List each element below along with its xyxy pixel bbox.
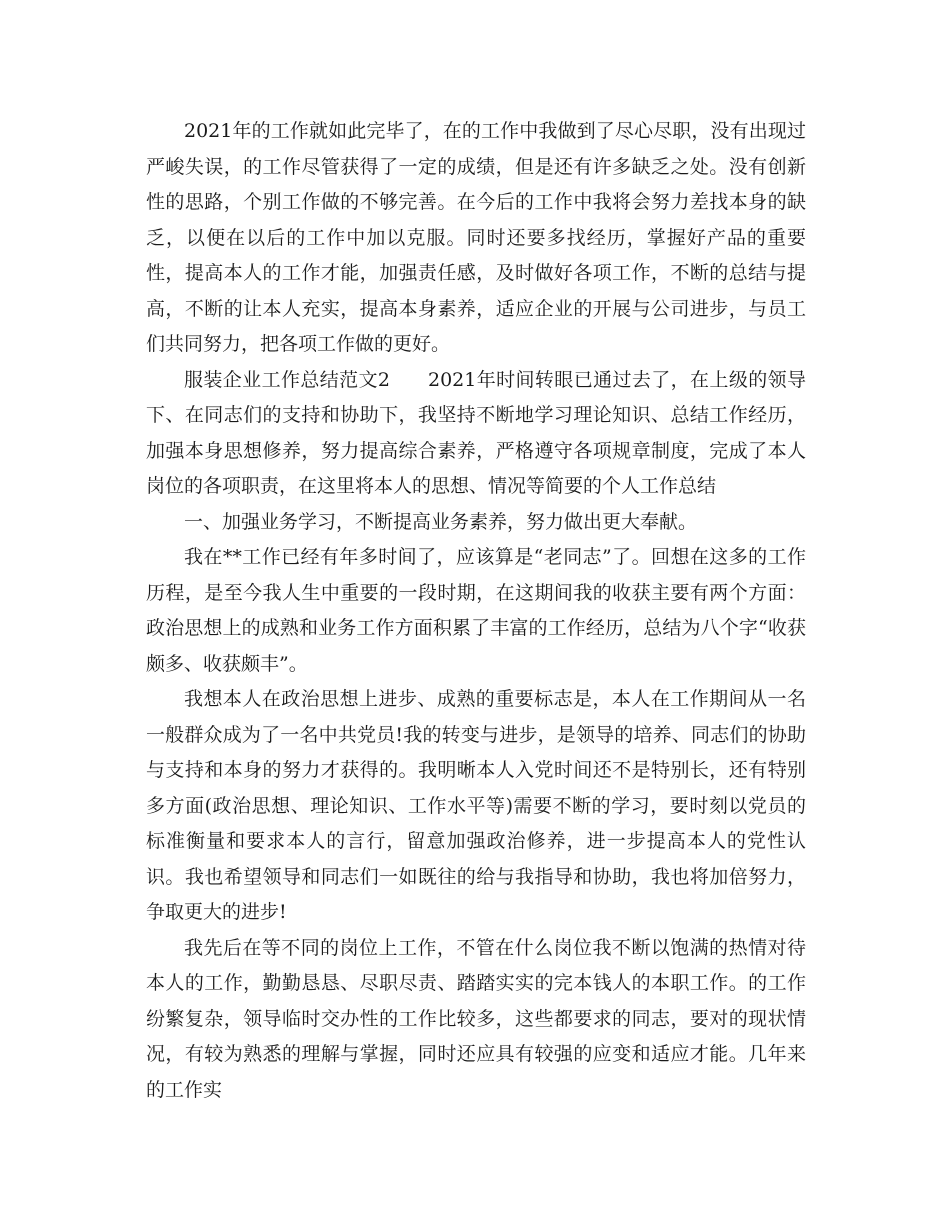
paragraph-6: 我先后在等不同的岗位上工作，不管在什么岗位我不断以饱满的热情对待本人的工作，勤勤恳恳、尽职尽责、踏踏实实的完本钱人的本职工作。的工作纷繁复杂，领导临时交办性的工作比较多，这些都要求的同志，要对的现状情况，有较为熟悉的理解与掌握，同时还应具有较强的应变和适应才能。几年来的工作实 [146,936,806,1101]
paragraph-5: 我想本人在政治思想上进步、成熟的重要标志是，本人在工作期间从一名一般群众成为了一名中共党员!我的转变与进步，是领导的培养、同志们的协助与支持和本身的努力才获得的。我明晰本人入党时间还不是特别长，还有特别多方面(政治思想、理论知识、工作水平等)需要不断的学习，要时刻以党员的标准衡量和要求本人的言行，留意加强政治修养，进一步提高本人的党性认识。我也希望领导和同志们一如既往的给与我指导和协助，我也将加倍努力，争取更大的进步! [146,688,806,923]
document-body [146,114,806,1108]
paragraph-2 [146,363,806,505]
paragraph-3: 一、加强业务学习，不断提高业务素养，努力做出更大奉献。 [184,510,698,533]
section-body: 2021年时间转眼已通过去了，在上级的领导下、在同志们的支持和协助下，我坚持不断地学习理论知识、总结工作经历，加强本身思想修养，努力提高综合素养，严格遵守各项规章制度，完成了本人岗位的各项职责，在这里将本人的思想、情况等简要的个人工作总结 [146,368,806,497]
section-title: 服装企业工作总结范文2 [184,368,390,391]
paragraph-4: 我在**工作已经有年多时间了，应该算是“老同志”了。回想在这多的工作历程，是至今我人生中重要的一段时期，在这期间我的收获主要有两个方面：政治思想上的成熟和业务工作方面积累了丰富的工作经历，总结为八个字“收获颇多、收获颇丰”。 [146,546,806,675]
paragraph-1: 2021年的工作就如此完毕了，在的工作中我做到了尽心尽职，没有出现过严峻失误，的工作尽管获得了一定的成绩，但是还有许多缺乏之处。没有创新性的思路，个别工作做的不够完善。在今后的工作中我将会努力差找本身的缺乏，以便在以后的工作中加以克服。同时还要多找经历，掌握好产品的重要性，提高本人的工作才能，加强责任感，及时做好各项工作，不断的总结与提高，不断的让本人充实，提高本身素养，适应企业的开展与公司进步，与员工们共同努力，把各项工作做的更好。 [146,120,806,355]
